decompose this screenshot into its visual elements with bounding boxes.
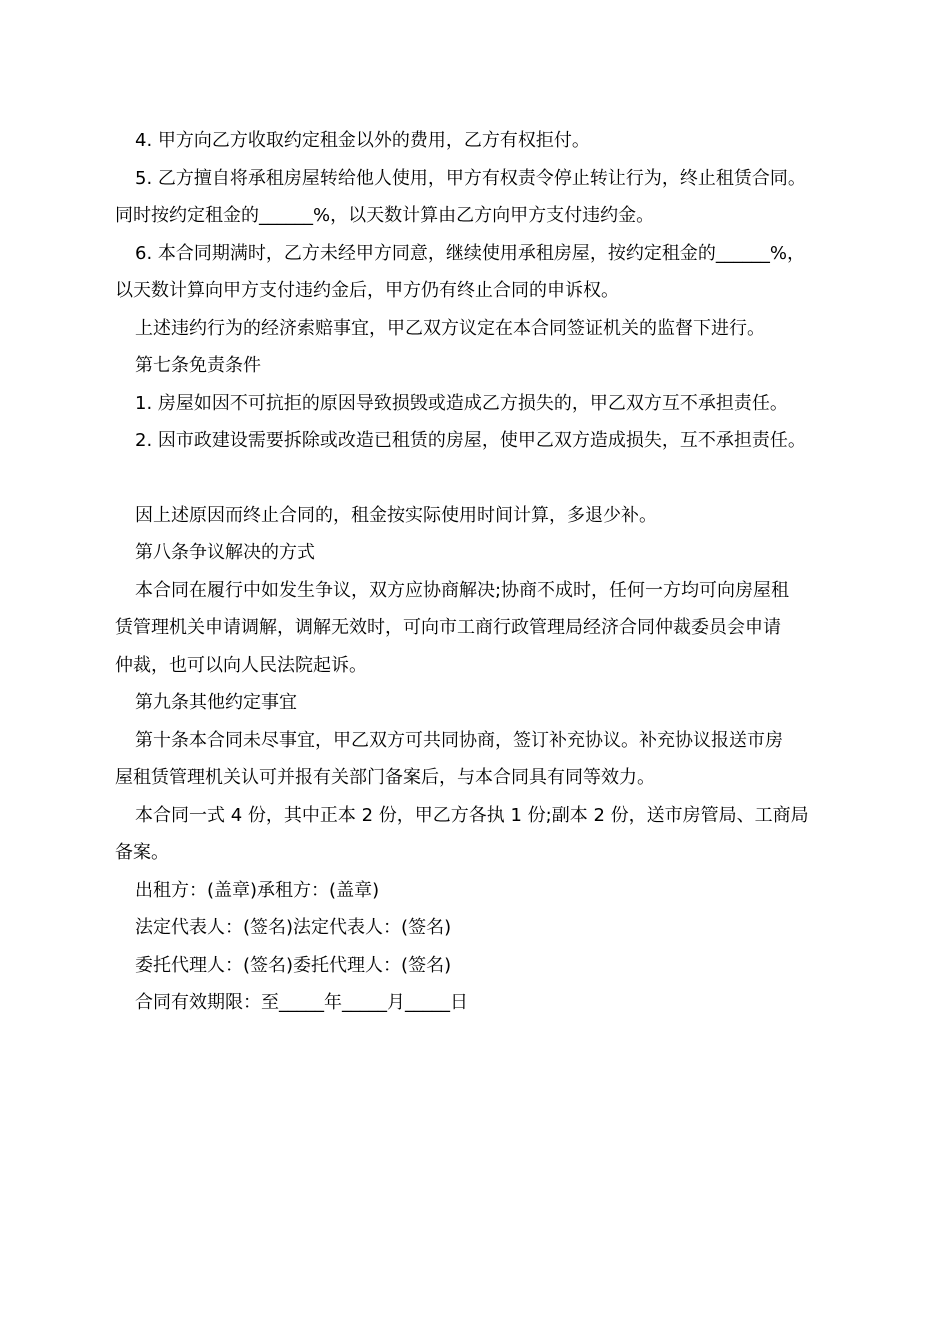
authorized-agent-line: 委托代理人：(签名)委托代理人：(签名) bbox=[135, 954, 452, 976]
contract-validity-line: 合同有效期限：至_____年_____月_____日 bbox=[135, 992, 468, 1013]
article-10-line-2: 屋租赁管理机关认可并报有关部门备案后，与本合同具有同等效力。 bbox=[115, 767, 655, 788]
exemption-item-1: 1. 房屋如因不可抗拒的原因导致损毁或造成乙方损失的，甲乙双方互不承担责任。 bbox=[135, 392, 788, 414]
document-body bbox=[115, 122, 850, 1022]
article-9-heading: 第九条其他约定事宜 bbox=[135, 692, 297, 713]
dispute-paragraph-line-3: 仲裁，也可以向人民法院起诉。 bbox=[115, 654, 367, 676]
clause-item-5-line-1: 5. 乙方擅自将承租房屋转给他人使用，甲方有权责令停止转让行为，终止租赁合同。 bbox=[135, 167, 806, 189]
legal-representative-line: 法定代表人：(签名)法定代表人：(签名) bbox=[135, 917, 452, 938]
termination-rent-paragraph: 因上述原因而终止合同的，租金按实际使用时间计算，多退少补。 bbox=[135, 504, 657, 526]
clause-item-5-line-2: 同时按约定租金的______%，以天数计算由乙方向甲方支付违约金。 bbox=[115, 205, 655, 226]
dispute-paragraph-line-2: 赁管理机关申请调解，调解无效时，可向市工商行政管理局经济合同仲裁委员会申请 bbox=[115, 617, 781, 638]
breach-claims-paragraph: 上述违约行为的经济索赔事宜，甲乙双方议定在本合同签证机关的监督下进行。 bbox=[135, 317, 765, 339]
clause-item-6-line-2: 以天数计算向甲方支付违约金后，甲方仍有终止合同的申诉权。 bbox=[115, 280, 619, 301]
article-8-heading: 第八条争议解决的方式 bbox=[135, 542, 315, 563]
paragraph-gap bbox=[115, 460, 850, 497]
exemption-item-2: 2. 因市政建设需要拆除或改造已租赁的房屋，使甲乙双方造成损失，互不承担责任。 bbox=[135, 430, 806, 451]
article-7-heading: 第七条免责条件 bbox=[135, 355, 261, 376]
copies-paragraph-line-1: 本合同一式 4 份，其中正本 2 份，甲乙方各执 1 份;副本 2 份，送市房管局、工商局 bbox=[135, 804, 809, 826]
signature-seal-line: 出租方：(盖章)承租方：(盖章) bbox=[135, 879, 380, 901]
clause-item-6-line-1: 6. 本合同期满时，乙方未经甲方同意，继续使用承租房屋，按约定租金的______%， bbox=[135, 242, 805, 264]
article-10-line-1: 第十条本合同未尽事宜，甲乙双方可共同协商，签订补充协议。补充协议报送市房 bbox=[135, 729, 783, 751]
copies-paragraph-line-2: 备案。 bbox=[115, 842, 169, 863]
dispute-paragraph-line-1: 本合同在履行中如发生争议，双方应协商解决;协商不成时，任何一方均可向房屋租 bbox=[135, 579, 790, 601]
clause-item-4: 4. 甲方向乙方收取约定租金以外的费用，乙方有权拒付。 bbox=[135, 130, 590, 151]
